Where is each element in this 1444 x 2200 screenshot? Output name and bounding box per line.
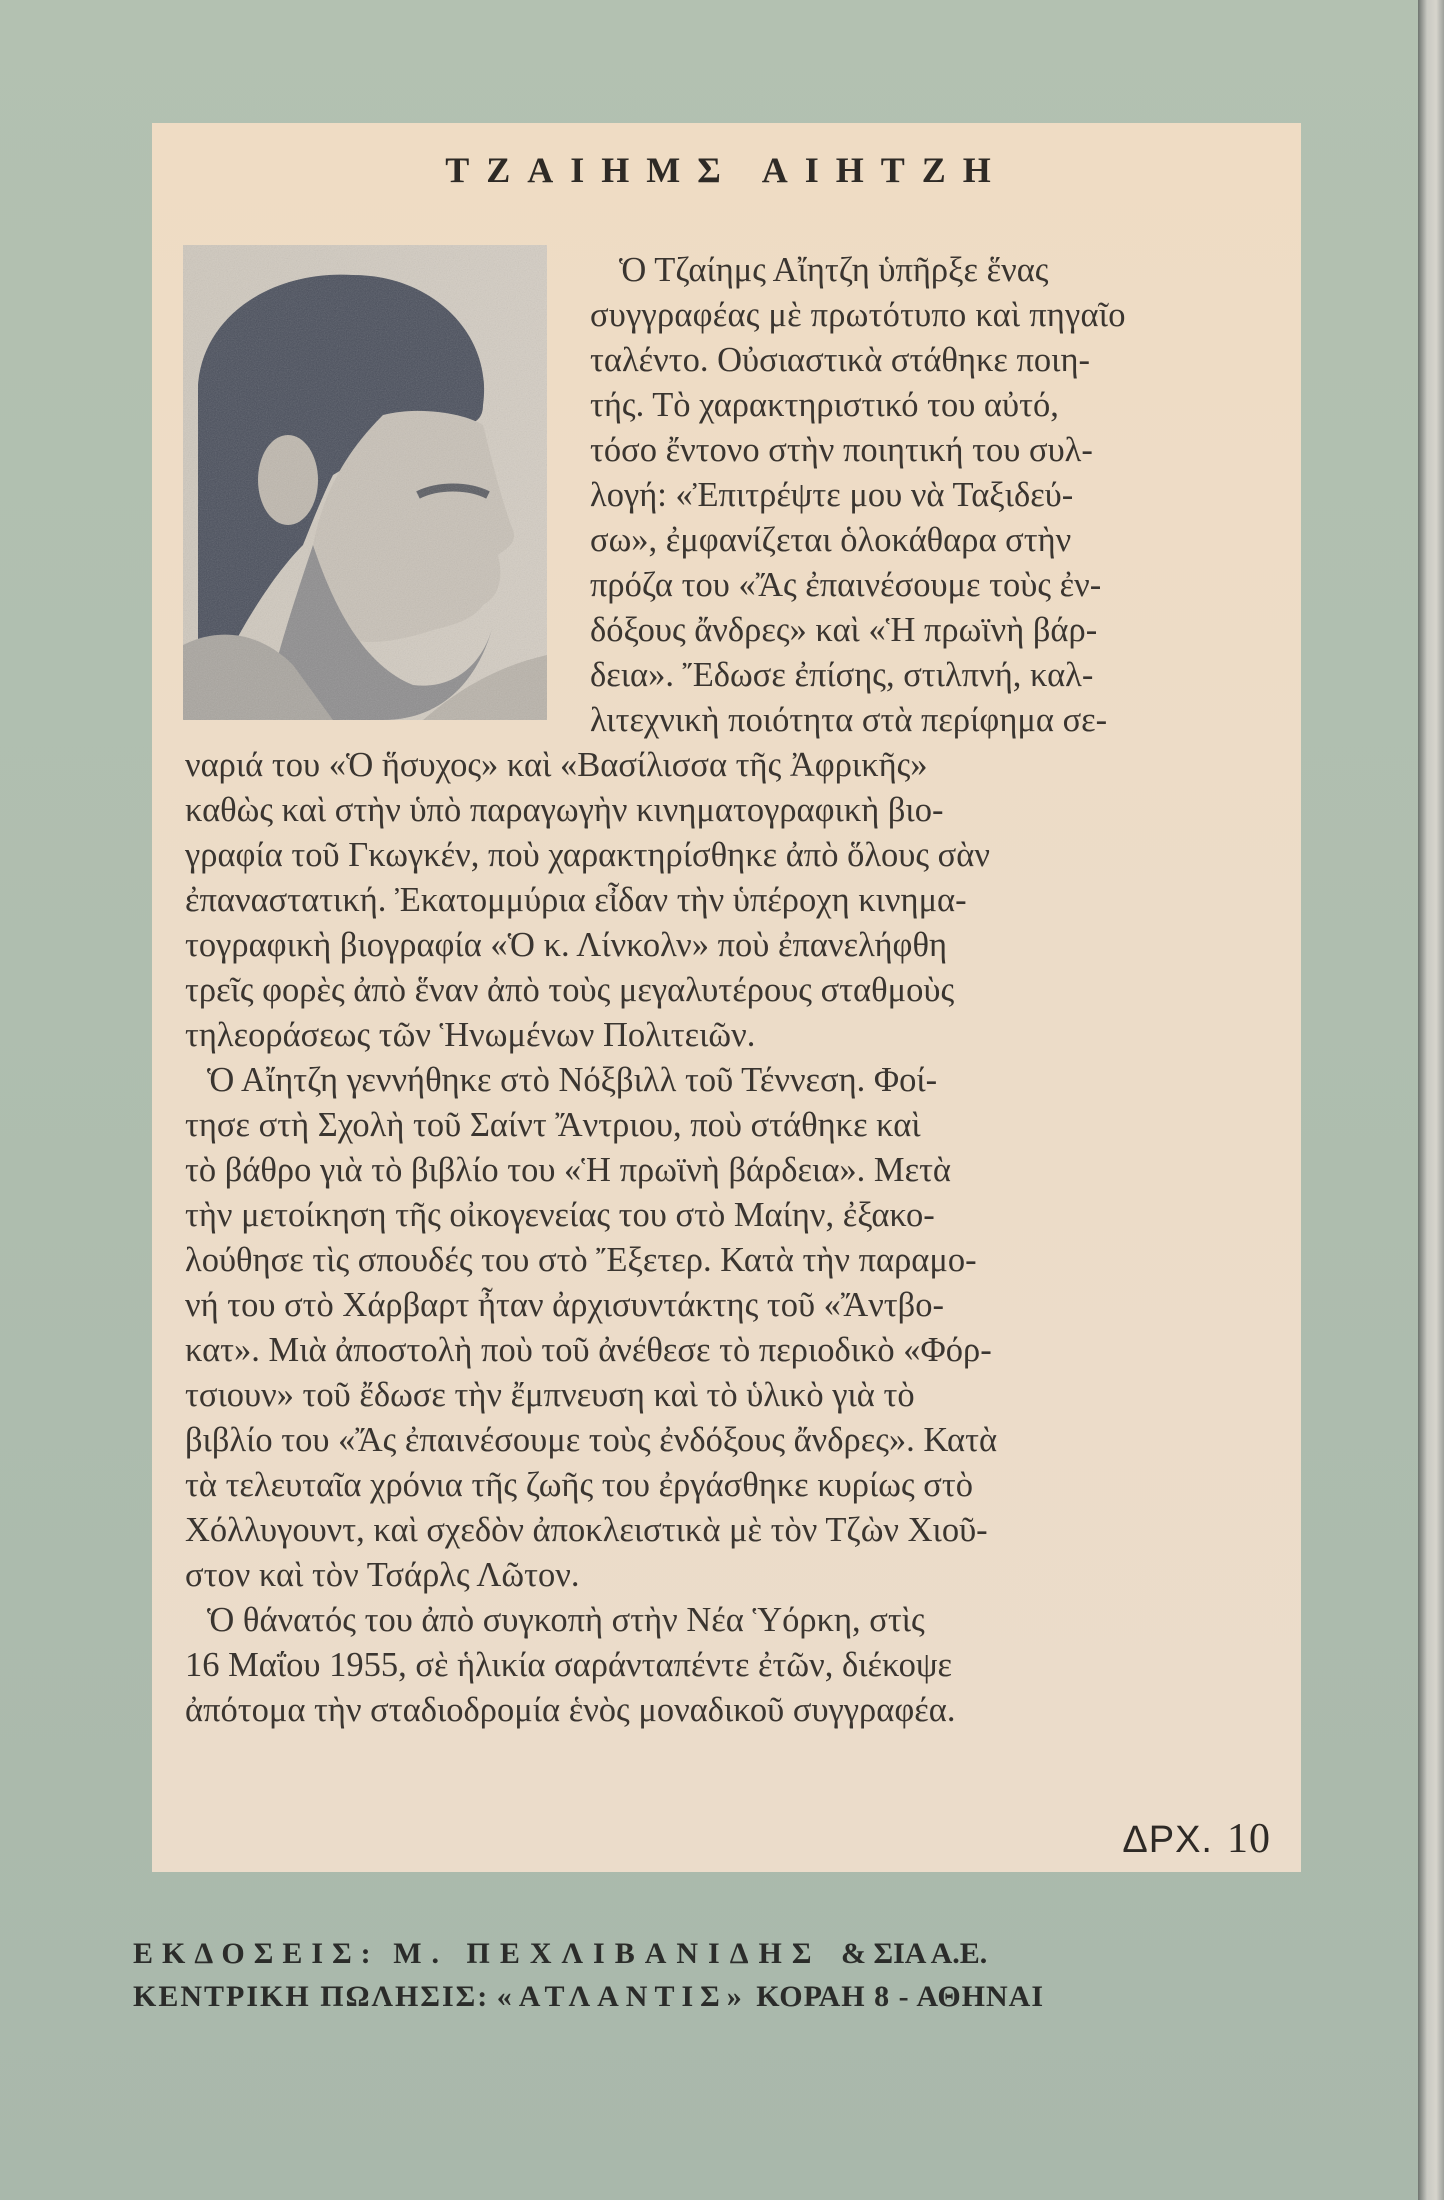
body-line: τὸ βάθρο γιὰ τὸ βιβλίο του «Ἡ πρωϊνὴ βάρδεια». Μετὰ [185,1151,952,1189]
publisher-label: ΕΚΔΟΣΕΙΣ: [133,1937,380,1970]
body-line: ἐπαναστατική. Ἐκατομμύρια εἶδαν τὴν ὑπέροχη κινημα- [185,881,967,919]
body-line: δόξους ἄνδρες» καὶ «Ἡ πρωϊνὴ βάρ- [590,611,1098,649]
body-line: ναριά του «Ὁ ἥσυχος» καὶ «Βασίλισσα τῆς Ἀφρικῆς» [185,746,928,784]
body-line: 16 Μαΐου 1955, σὲ ἡλικία σαράνταπέντε ἐτῶν, διέκοψε [185,1646,952,1684]
body-line: τόσο ἔντονο στὴν ποιητική του συλ- [590,431,1093,469]
body-line: βιβλίο του «Ἄς ἐπαινέσουμε τοὺς ἐνδόξους ἄνδρες». Κατὰ [185,1421,998,1459]
sales-address: ΚΟΡΑΗ 8 - ΑΘΗΝΑΙ [756,1980,1044,2013]
body-line: στον καὶ τὸν Τσάρλς Λῶτον. [185,1556,580,1594]
body-line: τηλεοράσεως τῶν Ἡνωμένων Πολιτειῶν. [185,1016,756,1054]
body-line: τρεῖς φορὲς ἀπὸ ἕναν ἀπὸ τοὺς μεγαλυτέρους σταθμοὺς [185,971,955,1009]
body-line: νή του στὸ Χάρβαρτ ἦταν ἀρχισυντάκτης τοῦ «Ἄντβο- [185,1286,944,1324]
body-line: λούθησε τὶς σπουδές του στὸ Ἔξετερ. Κατὰ τὴν παραμο- [185,1241,977,1279]
price-value: 10 [1227,1816,1271,1862]
price-tag [1122,1815,1271,1863]
body-line: ταλέντο. Οὐσιαστικὰ στάθηκε ποιη- [590,341,1090,379]
body-line: κατ». Μιὰ ἀποστολὴ ποὺ τοῦ ἀνέθεσε τὸ περιοδικὸ «Φόρ- [185,1331,992,1369]
sales-name: «ΑΤΛΑΝΤΙΣ» [496,1980,749,2013]
sales-line [133,1980,1044,2014]
body-line: καθὼς καὶ στὴν ὑπὸ παραγωγὴν κινηματογραφικὴ βιο- [185,791,944,829]
body-line: τογραφικὴ βιογραφία «Ὁ κ. Λίνκολν» ποὺ ἐπανελήφθη [185,926,948,964]
body-line: τής. Τὸ χαρακτηριστικό του αὐτό, [590,386,1059,424]
body-line: τὴν μετοίκηση τῆς οἰκογενείας του στὸ Μαίην, ἐξακο- [185,1196,935,1234]
body-line: γραφία τοῦ Γκωγκέν, ποὺ χαρακτηρίσθηκε ἀπὸ ὅλους σὰν [185,836,990,874]
body-line: δεια». Ἔδωσε ἐπίσης, στιλπνή, καλ- [590,656,1094,694]
publisher-suffix: & ΣΙΑ Α.Ε. [840,1937,988,1970]
author-title: ΤΖΑΙΗΜΣ ΑΙΗΤΖΗ [445,150,1008,190]
body-line: λιτεχνικὴ ποιότητα στὰ περίφημα σε- [590,701,1108,739]
biography-panel [152,123,1301,1872]
body-line: ἀπότομα τὴν σταδιοδρομία ἑνὸς μοναδικοῦ συγγραφέα. [185,1691,956,1729]
body-line: τησε στὴ Σχολὴ τοῦ Σαίντ Ἄντριου, ποὺ στάθηκε καὶ [185,1106,921,1144]
body-line: Χόλλυγουντ, καὶ σχεδὸν ἀποκλειστικὰ μὲ τὸν Τζὼν Χιοῦ- [185,1511,988,1549]
body-line: πρόζα του «Ἄς ἐπαινέσουμε τοὺς ἐν- [590,566,1102,604]
currency-label: ΔΡΧ. [1122,1819,1213,1861]
sales-label: ΚΕΝΤΡΙΚΗ ΠΩΛΗΣΙΣ: [133,1980,490,2013]
portrait-image [183,245,547,720]
body-line: Ὁ θάνατός του ἀπὸ συγκοπὴ στὴν Νέα Ὑόρκη, στὶς [207,1601,925,1639]
body-line: σω», ἐμφανίζεται ὁλοκάθαρα στὴν [590,521,1072,559]
body-line: συγγραφέας μὲ πρωτότυπο καὶ πηγαῖο [590,296,1126,334]
body-line: Ὁ Αἴητζη γεννήθηκε στὸ Νόξβιλλ τοῦ Τέννεση. Φοί- [207,1061,938,1099]
body-line: Ὁ Τζαίημς Αἴητζη ὑπῆρξε ἕνας [619,251,1049,289]
page-edge [1418,0,1444,2200]
body-line: λογή: «Ἐπιτρέψτε μου νὰ Ταξιδεύ- [590,476,1074,514]
body-line: τσιουν» τοῦ ἔδωσε τὴν ἔμπνευση καὶ τὸ ὑλικὸ γιὰ τὸ [185,1376,915,1414]
body-line: τὰ τελευταῖα χρόνια τῆς ζωῆς του ἐργάσθηκε κυρίως στὸ [185,1466,973,1504]
publisher-line [133,1937,987,1971]
author-photo [183,245,547,720]
publisher-name: Μ. ΠΕΧΛΙΒΑΝΙΔΗΣ [393,1937,822,1970]
